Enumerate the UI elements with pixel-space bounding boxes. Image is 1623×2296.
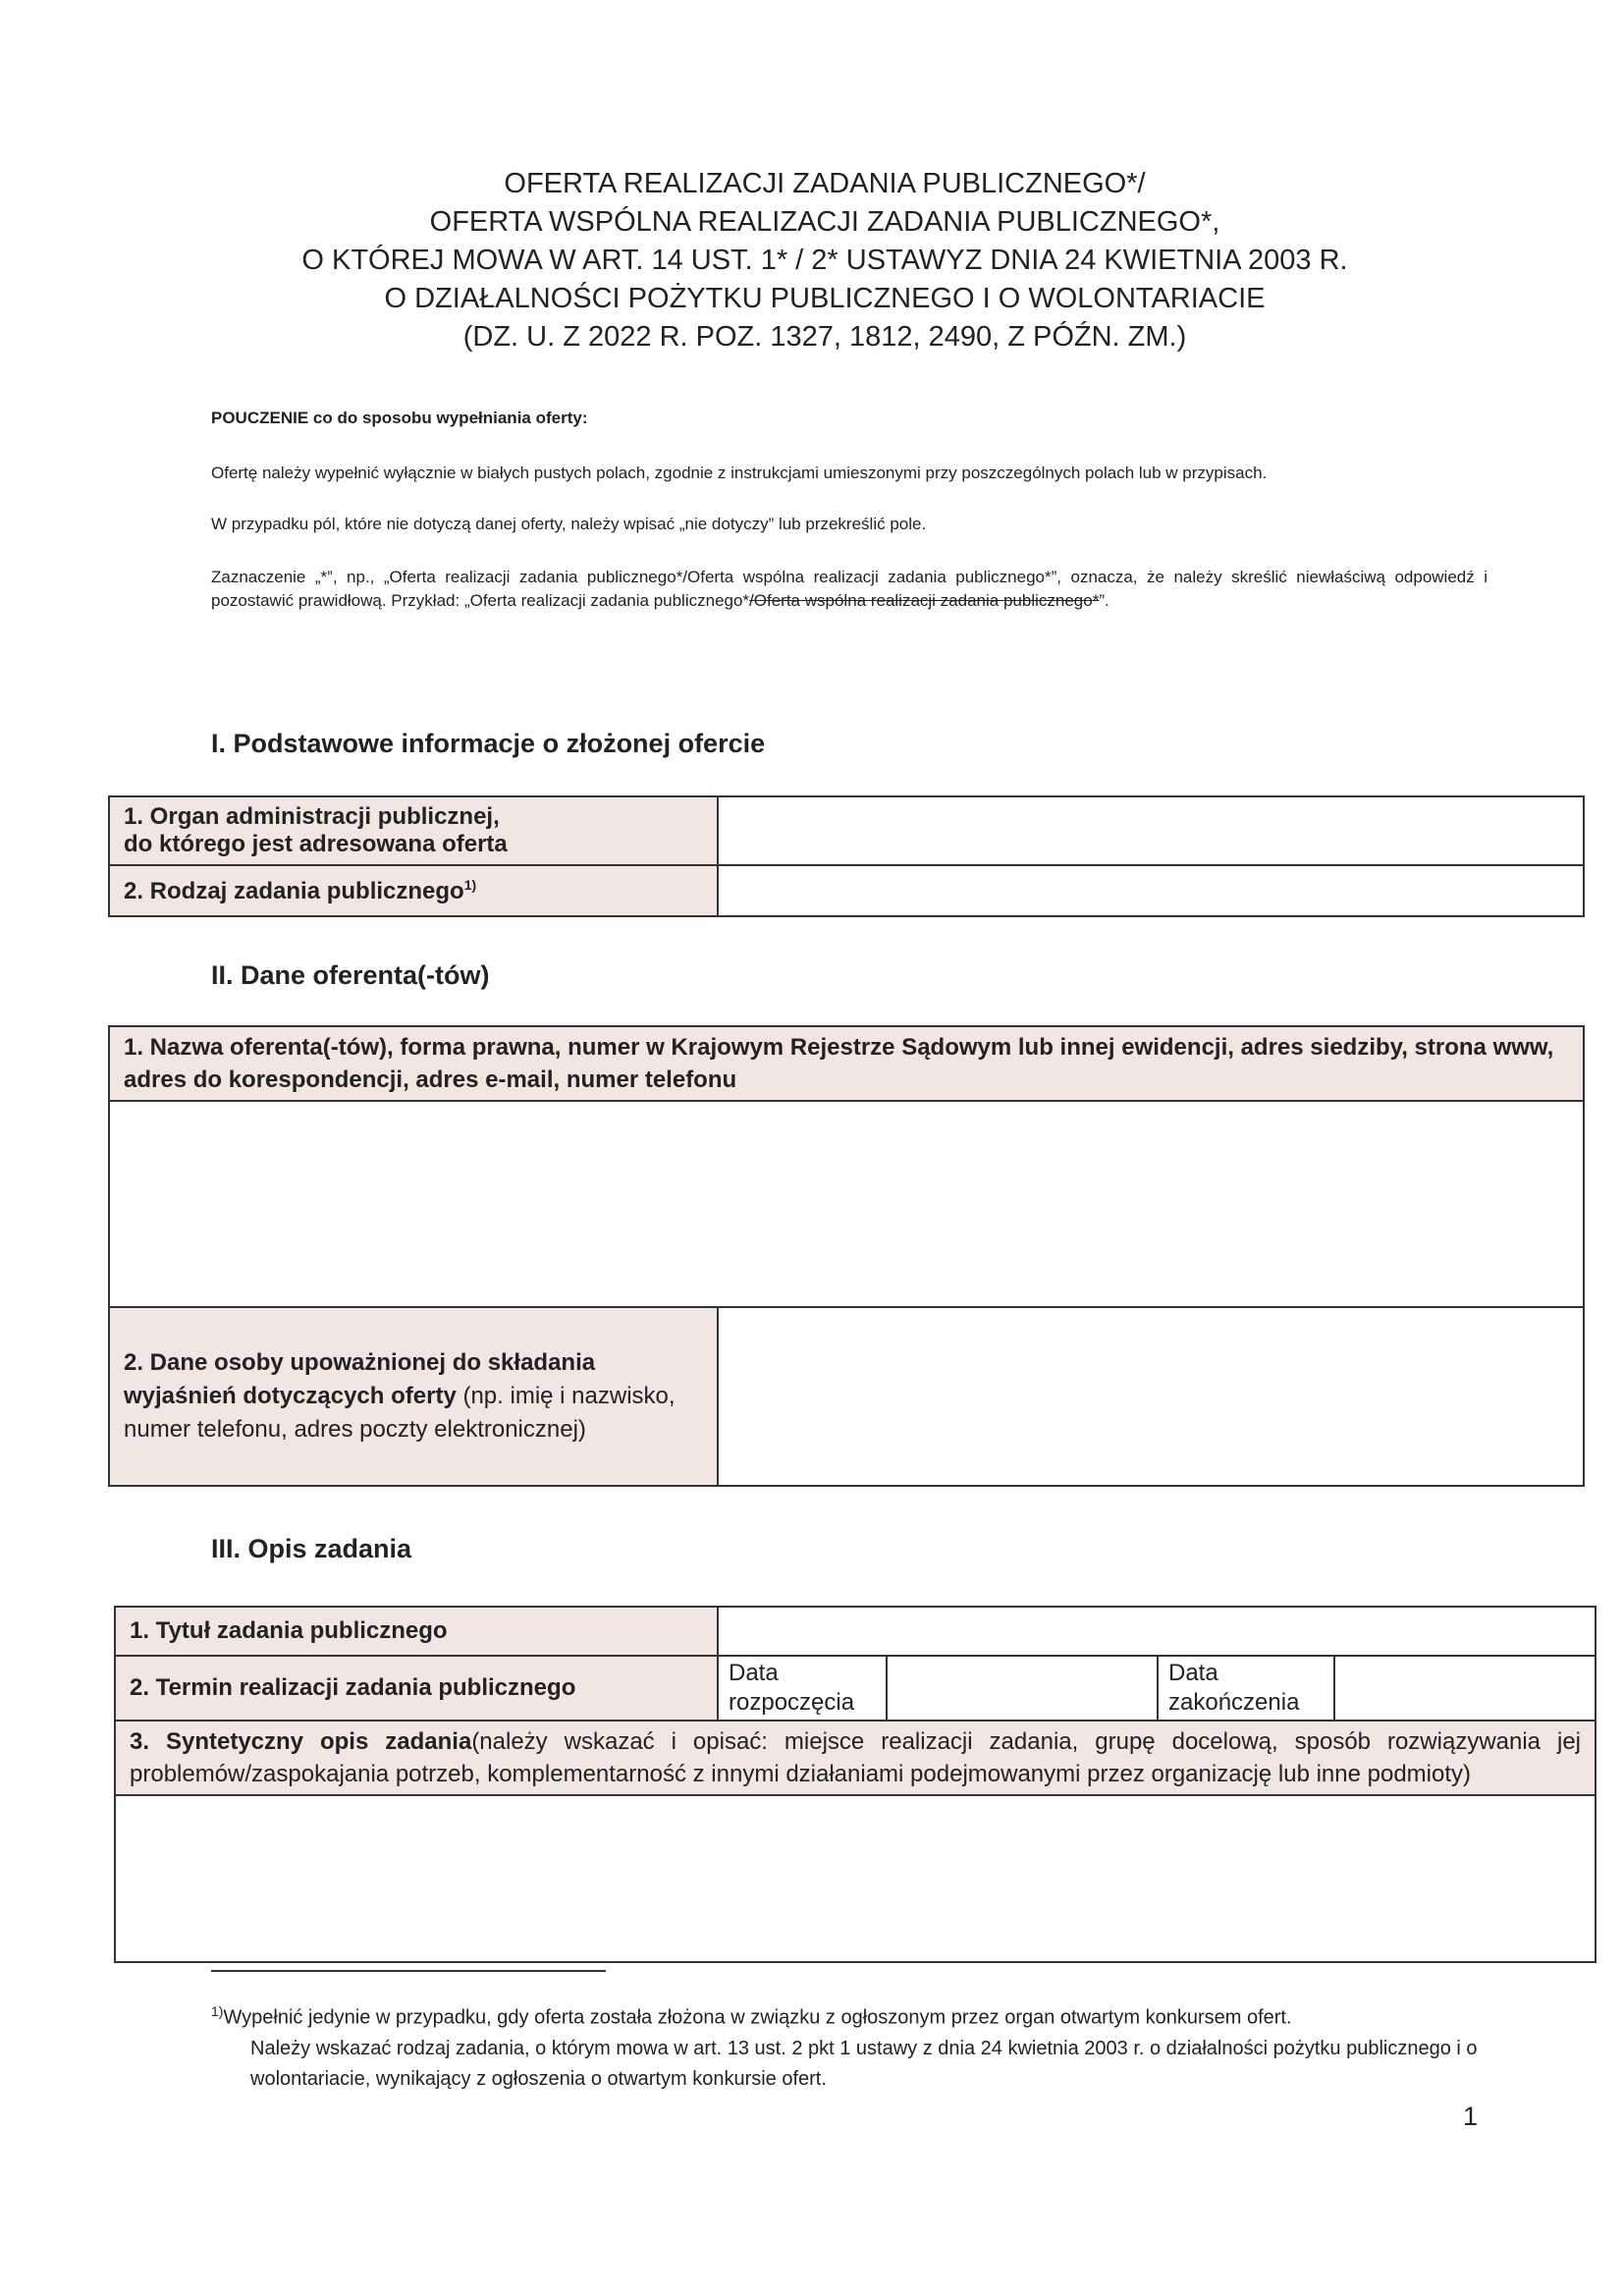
start-date-field[interactable] <box>887 1656 1158 1721</box>
section-heading: II. Dane oferenta(-tów) <box>211 960 490 990</box>
field-hint: (należy wskazać i opisać: miejsce realizacji zadania, grupę docelową, sposób rozwiązywania jej problemów/zaspokajania potrzeb, komplementarność z innymi działaniami podejmowanymi przez organizację lub inne podmioty) <box>130 1728 1582 1787</box>
title-line: O DZIAŁALNOŚCI POŻYTKU PUBLICZNEGO I O WOLONTARIACIE <box>384 283 1266 314</box>
footnote-marker: 1) <box>211 2003 224 2019</box>
label-cell: 2. Termin realizacji zadania publicznego <box>115 1656 718 1721</box>
label-cell <box>109 796 718 865</box>
label-cell: 1. Tytuł zadania publicznego <box>115 1607 718 1656</box>
task-description-table <box>114 1606 1596 1963</box>
task-summary-field[interactable] <box>115 1795 1596 1962</box>
instruction-text: W przypadku pól, które nie dotyczą danej oferty, należy wpisać „nie dotyczy” lub przekreślić pole. <box>211 515 927 533</box>
field-label: 2. Dane osoby upoważnionej do składania <box>124 1349 596 1376</box>
instruction-text <box>211 566 1488 613</box>
offeror-name-field[interactable] <box>109 1101 1584 1307</box>
basic-info-table <box>108 795 1585 917</box>
title-line: OFERTA WSPÓLNA REALIZACJI ZADANIA PUBLICZNEGO*, <box>429 206 1220 238</box>
field-hint: (np. imię i nazwisko, numer telefonu, adres poczty elektronicznej) <box>124 1383 676 1443</box>
title-line: (DZ. U. Z 2022 R. POZ. 1327, 1812, 2490, Z PÓŹN. ZM.) <box>462 321 1187 353</box>
instruction-text: Ofertę należy wypełnić wyłącznie w białych pustych polach, zgodnie z instrukcjami umieszonymi przy poszczególnych polach lub w przypisach. <box>211 464 1268 482</box>
label-cell <box>109 865 718 916</box>
field-label: do którego jest adresowana oferta <box>124 831 508 857</box>
authorized-person-field[interactable] <box>718 1307 1584 1486</box>
document-title <box>177 165 1473 356</box>
offeror-data-table <box>108 1025 1585 1487</box>
struck-example: /Oferta wspólna realizacji zadania publicznego* <box>749 591 1100 610</box>
section-heading: III. Opis zadania <box>211 1534 412 1563</box>
field-label: 2. Rodzaj zadania publicznego <box>124 877 464 904</box>
footnote-text: Należy wskazać rodzaj zadania, o którym mowa w art. 13 ust. 2 pkt 1 ustawy z dnia 24 kwietnia 2003 r. o działalności pożytku publicznego i o wolontariacie, wynikający z ogłoszenia o otwartym konkursie ofert. <box>250 2037 1478 2090</box>
label-cell: 1. Nazwa oferenta(-tów), forma prawna, numer w Krajowym Rejestrze Sądowym lub innej ewidencji, adres siedziby, strona www, adres do korespondencji, adres e-mail, numer telefonu <box>109 1026 1584 1101</box>
end-date-field[interactable] <box>1334 1656 1596 1721</box>
label-cell <box>115 1721 1596 1795</box>
start-date-label: Data rozpoczęcia <box>718 1656 887 1721</box>
field-label: wyjaśnień dotyczących oferty <box>124 1383 457 1409</box>
field-label: 1. Organ administracji publicznej, <box>124 803 500 830</box>
instructions-heading: POUCZENIE co do sposobu wypełniania oferty: <box>211 409 588 427</box>
public-authority-field[interactable] <box>718 796 1584 865</box>
instruction-example: Zaznaczenie „*”, np., „Oferta realizacji zadania publicznego*/Oferta wspólna realizacji zadania publicznego*”, oznacza, że należy skreślić niewłaściwą odpowiedź i pozostawić prawidłową. Przykład: „Oferta realizacji zadania publicznego* <box>211 568 1488 610</box>
end-date-label: Data zakończenia <box>1158 1656 1334 1721</box>
task-type-field[interactable] <box>718 865 1584 916</box>
page-number: 1 <box>1463 2102 1479 2131</box>
instruction-end: ”. <box>1099 591 1109 610</box>
section-heading: I. Podstawowe informacje o złożonej ofercie <box>211 729 766 758</box>
title-line: O KTÓREJ MOWA W ART. 14 UST. 1* / 2* USTAWYZ DNIA 24 KWIETNIA 2003 R. <box>301 245 1348 276</box>
footnote <box>211 1996 1488 2095</box>
title-line: OFERTA REALIZACJI ZADANIA PUBLICZNEGO*/ <box>504 168 1146 199</box>
footnote-ref: 1) <box>463 876 477 893</box>
field-label: 3. Syntetyczny opis zadania <box>130 1728 472 1755</box>
footnote-text: Wypełnić jedynie w przypadku, gdy oferta została złożona w związku z ogłoszonym przez organ otwartym konkursem ofert. <box>223 2006 1292 2029</box>
footnote-divider <box>211 1970 606 1972</box>
task-title-field[interactable] <box>718 1607 1596 1656</box>
label-cell <box>109 1307 718 1486</box>
